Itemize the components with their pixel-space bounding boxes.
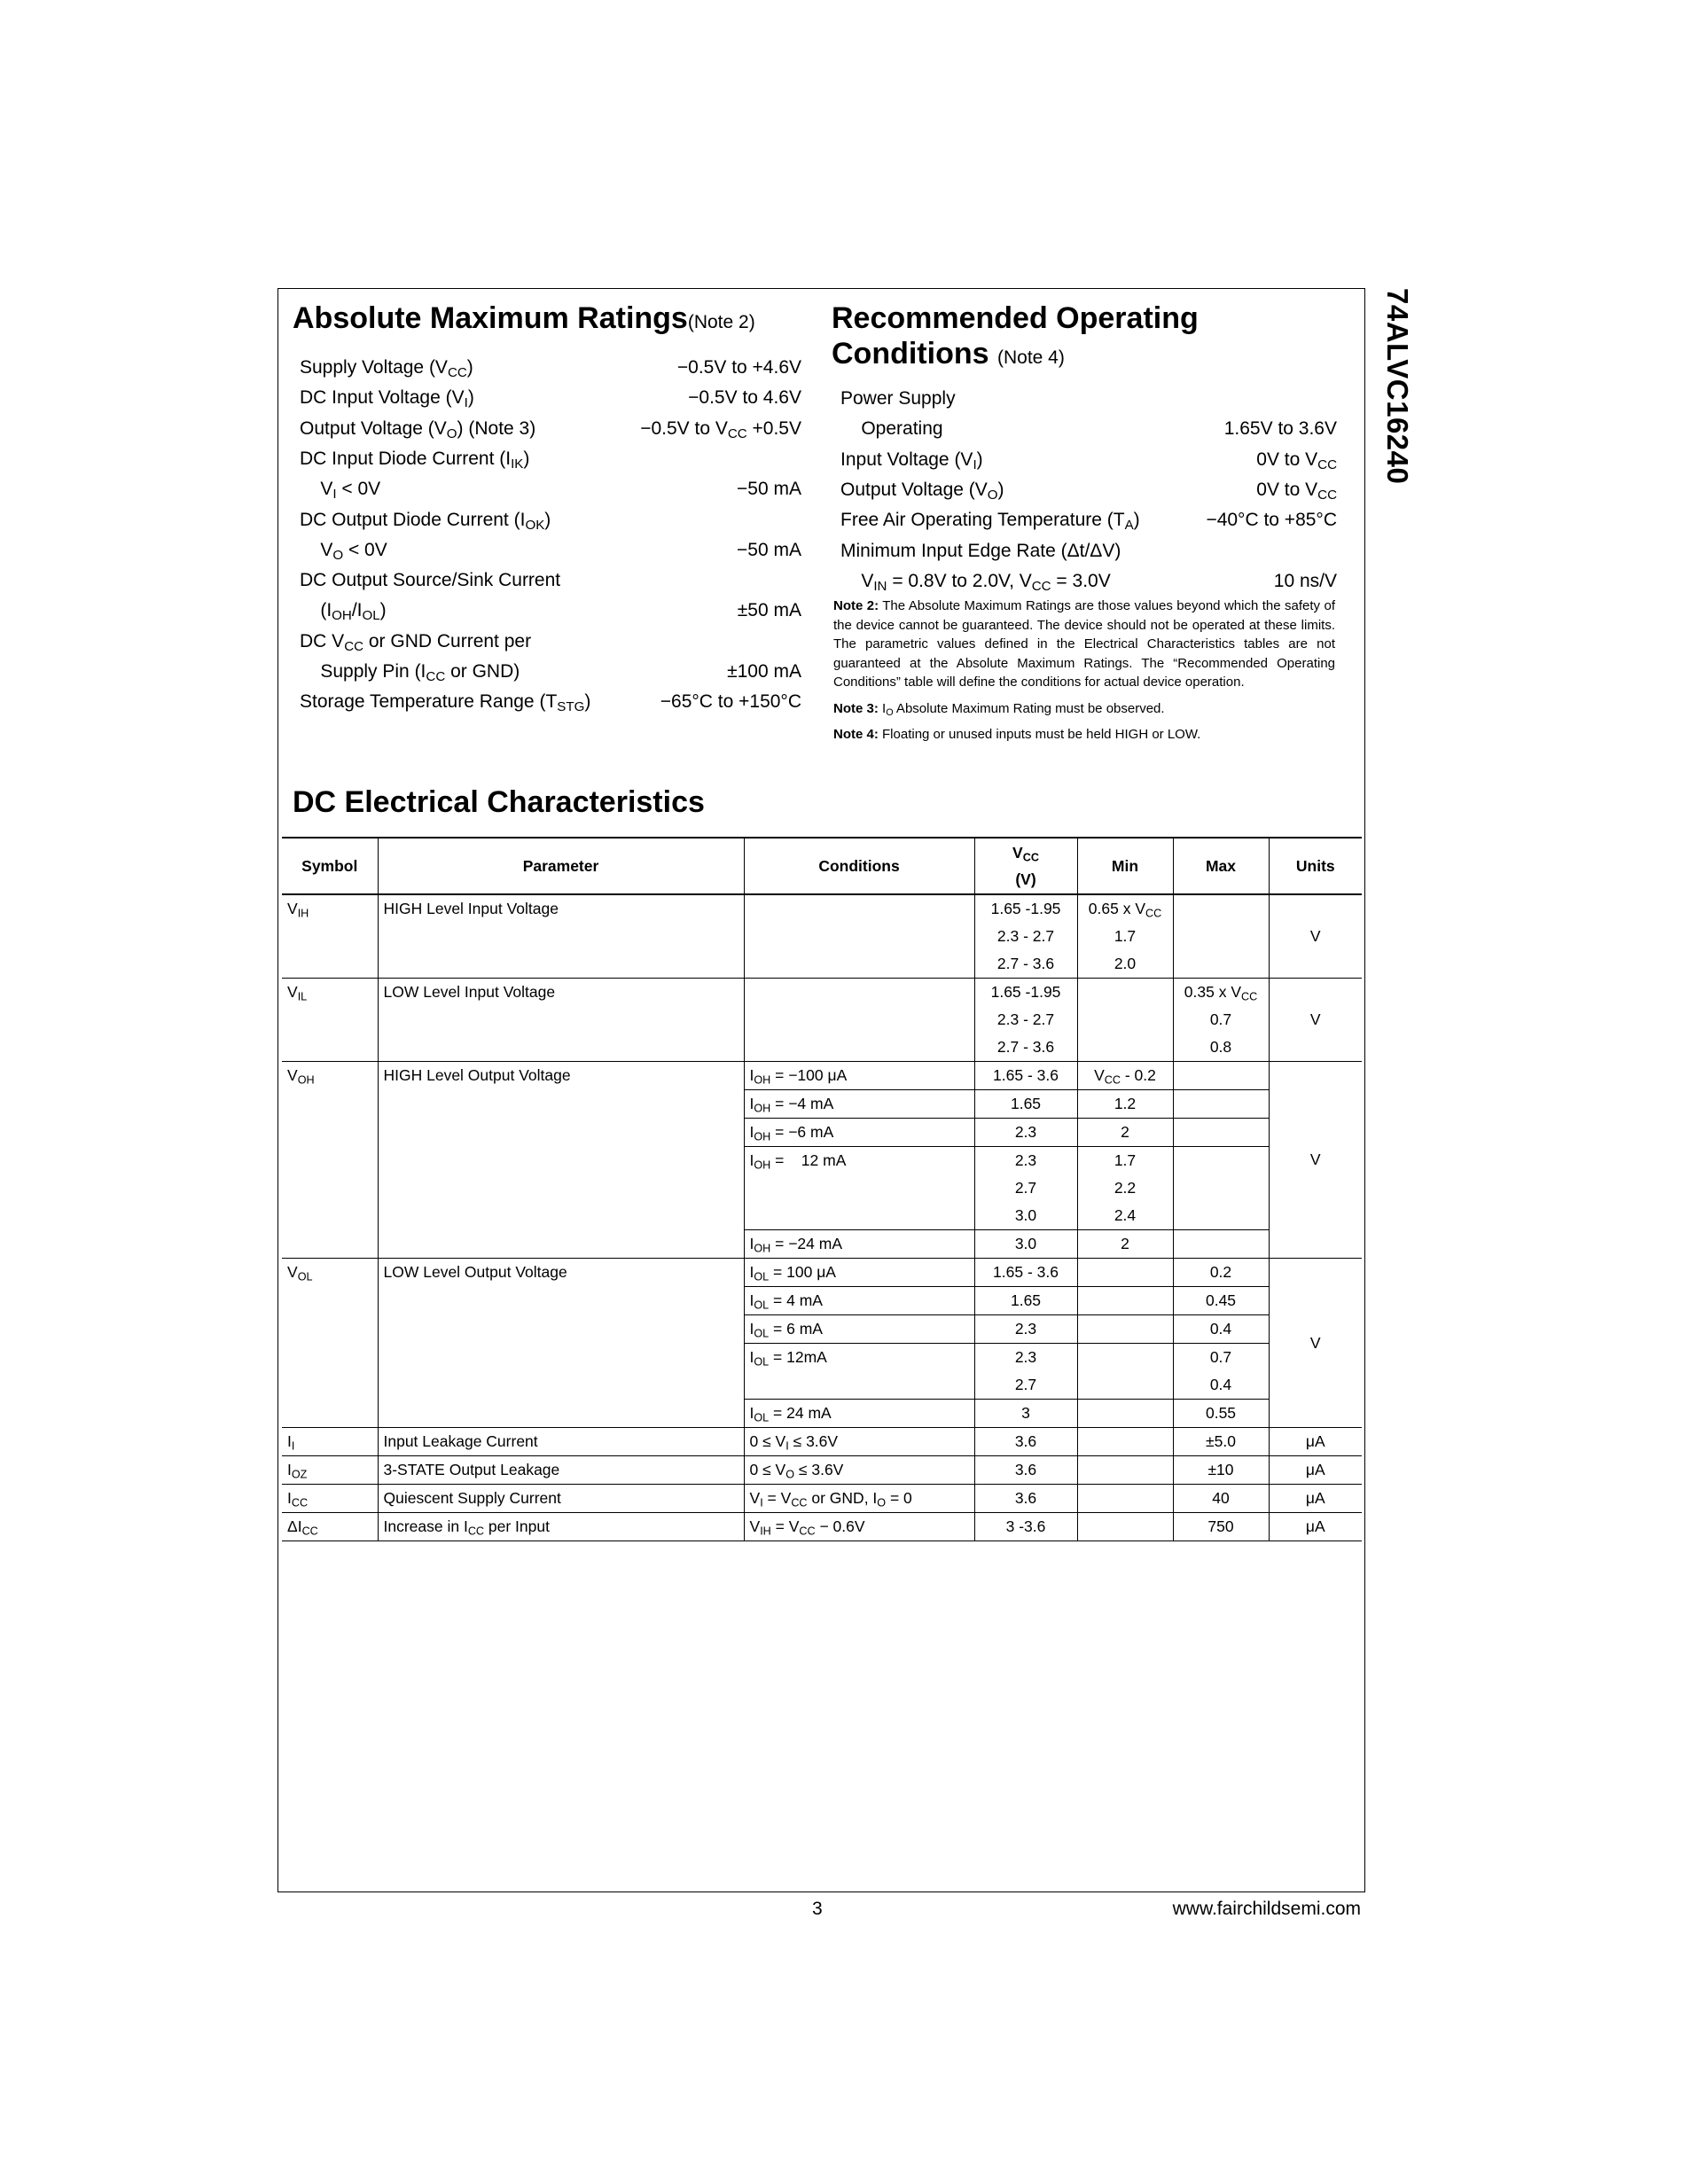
cell-min: 2: [1077, 1119, 1173, 1147]
roc-row: [840, 475, 1337, 505]
cell-units: V: [1269, 894, 1362, 979]
cell-parameter: HIGH Level Output Voltage: [378, 1062, 744, 1259]
amr-row: [300, 566, 801, 596]
cell-vcc: 2.3 2.7: [974, 1344, 1077, 1400]
cell-min: [1077, 1456, 1173, 1485]
table-row: [282, 1062, 1362, 1090]
amr-value: ±50 mA: [737, 600, 801, 621]
cell-max: [1173, 894, 1269, 979]
cell-symbol: $I_{OZ}$: [282, 1456, 378, 1485]
roc-value: 10 ns/V: [1273, 570, 1337, 591]
cell-symbol: $V_{OL}$: [282, 1259, 378, 1428]
cell-conditions: [744, 979, 974, 1062]
roc-value: 0V to $V_{CC}$: [1256, 448, 1337, 472]
cell-min: 2: [1077, 1230, 1173, 1259]
cell-symbol: $I_I$: [282, 1428, 378, 1456]
amr-row: [300, 505, 801, 535]
cell-max: 0.4: [1173, 1315, 1269, 1344]
amr-row: [300, 535, 801, 566]
cell-symbol: $V_{OH}$: [282, 1062, 378, 1259]
cell-min: [1077, 1485, 1173, 1513]
dc-header-row: [282, 838, 1362, 894]
cell-conditions: [744, 894, 974, 979]
amr-value: −50 mA: [737, 479, 801, 500]
amr-value: ±100 mA: [727, 661, 801, 682]
cell-vcc: 2.3: [974, 1119, 1077, 1147]
roc-row: [840, 536, 1337, 566]
cell-max: ±10: [1173, 1456, 1269, 1485]
amr-row: [300, 657, 801, 687]
cell-min: [1077, 1344, 1173, 1400]
roc-label: Output Voltage $(V_O)$: [840, 479, 1004, 503]
cell-max: 0.35 x $V_{CC}$ 0.7 0.8: [1173, 979, 1269, 1062]
col-max: Max: [1173, 838, 1269, 894]
cell-min: [1077, 1513, 1173, 1541]
cell-vcc: 2.3: [974, 1315, 1077, 1344]
cell-vcc: 3: [974, 1400, 1077, 1428]
note: Note 3: $I_O$ Absolute Maximum Rating must be observed.: [833, 700, 1165, 718]
roc-label: Power Supply: [840, 388, 956, 409]
cell-parameter: LOW Level Output Voltage: [378, 1259, 744, 1428]
notes: [833, 597, 1335, 752]
cell-units: μA: [1269, 1428, 1362, 1456]
amr-row: [300, 627, 801, 657]
cell-conditions: $0 \le V_O \le 3.6V$: [744, 1456, 974, 1485]
cell-parameter: Input Leakage Current: [378, 1428, 744, 1456]
amr-label: Supply Voltage $(V_{CC})$: [300, 357, 473, 381]
cell-max: 0.2: [1173, 1259, 1269, 1287]
amr-row: [300, 474, 801, 504]
col-conditions: Conditions: [744, 838, 974, 894]
cell-min: [1077, 1428, 1173, 1456]
roc-row: [840, 505, 1337, 535]
cell-parameter: LOW Level Input Voltage: [378, 979, 744, 1062]
table-row: [282, 1259, 1362, 1287]
cell-units: V: [1269, 1259, 1362, 1428]
amr-row: [300, 444, 801, 474]
cell-conditions: $I_{OH} = -6$ mA: [744, 1119, 974, 1147]
table-row: [282, 1428, 1362, 1456]
roc-value: 1.65V to 3.6V: [1223, 418, 1337, 440]
roc-label: Operating: [840, 418, 943, 440]
cell-vcc: 3.0: [974, 1230, 1077, 1259]
footer-url[interactable]: www.fairchildsemi.com: [1172, 1899, 1361, 1919]
cell-min: [1077, 1287, 1173, 1315]
cell-units: V: [1269, 979, 1362, 1062]
cell-min: 1.2: [1077, 1090, 1173, 1119]
table-row: [282, 1513, 1362, 1541]
cell-max: [1173, 1119, 1269, 1147]
roc-label: $V_{IN} = 0.8V$ to 2.0V, $V_{CC} = 3.0V$: [840, 570, 1111, 595]
amr-value: −0.5V to $V_{CC} +0.5V$: [640, 417, 801, 441]
amr-row: [300, 353, 801, 383]
amr-row: [300, 383, 801, 413]
roc-row: [840, 445, 1337, 475]
cell-min: [1077, 1400, 1173, 1428]
cell-max: 0.55: [1173, 1400, 1269, 1428]
cell-parameter: HIGH Level Input Voltage: [378, 894, 744, 979]
cell-min: $V_{CC} - 0.2$: [1077, 1062, 1173, 1090]
cell-max: 40: [1173, 1485, 1269, 1513]
cell-symbol: $I_{CC}$: [282, 1485, 378, 1513]
amr-label: $V_I < 0V$: [300, 479, 381, 503]
cell-min: [1077, 1315, 1173, 1344]
cell-min: 0.65 x $V_{CC}$ 1.7 2.0: [1077, 894, 1173, 979]
amr-row: [300, 596, 801, 626]
note: Note 2: The Absolute Maximum Ratings are those values beyond which the safety of the device cannot be guaranteed. The device should not be operated at these limits. The parametric values defined in the Electrical Characteristics tables are not guaranteed at the Absolute Maximum Ratings. The “Recommended Operating Conditions” table will define the conditions for actual device operation.: [833, 598, 1335, 690]
amr-row: [300, 414, 801, 444]
amr-heading: Absolute Maximum Ratings(Note 2): [293, 301, 755, 335]
cell-vcc: 2.3 2.7 3.0: [974, 1147, 1077, 1230]
cell-max: 0.45: [1173, 1287, 1269, 1315]
cell-vcc: 1.65: [974, 1090, 1077, 1119]
roc-label: Minimum Input Edge Rate (Δt/ΔV): [840, 540, 1121, 561]
amr-value: −0.5V to 4.6V: [688, 387, 801, 409]
amr-label: $(I_{OH}/I_{OL})$: [300, 600, 387, 624]
cell-max: 750: [1173, 1513, 1269, 1541]
cell-conditions: $I_{OL} = 24$ mA: [744, 1400, 974, 1428]
cell-conditions: $I_{OL} = 4$ mA: [744, 1287, 974, 1315]
roc-value: −40°C to +85°C: [1206, 510, 1337, 531]
roc-label: Free Air Operating Temperature $(T_A)$: [840, 510, 1140, 534]
table-row: [282, 894, 1362, 979]
roc-heading: Recommended Operating Conditions (Note 4): [832, 301, 1199, 370]
cell-parameter: Quiescent Supply Current: [378, 1485, 744, 1513]
cell-max: [1173, 1230, 1269, 1259]
amr-label: $V_O < 0V$: [300, 539, 387, 564]
cell-max: [1173, 1062, 1269, 1090]
amr-label: DC Output Diode Current $(I_{OK})$: [300, 509, 551, 533]
table-row: [282, 979, 1362, 1062]
amr-value: −0.5V to +4.6V: [676, 357, 801, 378]
side-title: 74ALVC16240: [1381, 288, 1414, 485]
cell-symbol: $\Delta I_{CC}$: [282, 1513, 378, 1541]
col-parameter: Parameter: [378, 838, 744, 894]
cell-min: [1077, 979, 1173, 1062]
cell-max: ±5.0: [1173, 1428, 1269, 1456]
cell-conditions: $I_{OH} = -4$ mA: [744, 1090, 974, 1119]
cell-vcc: 1.65 - 3.6: [974, 1259, 1077, 1287]
cell-units: μA: [1269, 1485, 1362, 1513]
cell-conditions: $I_{OH} = -24$ mA: [744, 1230, 974, 1259]
cell-conditions: $I_{OH}$ = 12 mA: [744, 1147, 974, 1230]
table-row: [282, 1485, 1362, 1513]
cell-conditions: $0 \le V_I \le 3.6V$: [744, 1428, 974, 1456]
cell-symbol: $V_{IH}$: [282, 894, 378, 979]
col-symbol: Symbol: [282, 838, 378, 894]
amr-label: DC Input Diode Current $(I_{IK})$: [300, 448, 530, 472]
cell-conditions: $V_{IH} = V_{CC} - 0.6V$: [744, 1513, 974, 1541]
cell-vcc: 1.65 - 3.6: [974, 1062, 1077, 1090]
amr-label: Storage Temperature Range $(T_{STG})$: [300, 691, 591, 715]
cell-conditions: $I_{OL} = 12mA$: [744, 1344, 974, 1400]
cell-vcc: 1.65 -1.95 2.3 - 2.7 2.7 - 3.6: [974, 979, 1077, 1062]
amr-value: −50 mA: [737, 539, 801, 560]
amr-label: Output Voltage $(V_O)$ (Note 3): [300, 417, 536, 441]
cell-vcc: 1.65: [974, 1287, 1077, 1315]
dc-table: [282, 837, 1362, 1541]
cell-vcc: 3.6: [974, 1485, 1077, 1513]
cell-min: [1077, 1259, 1173, 1287]
cell-units: V: [1269, 1062, 1362, 1259]
page-number: 3: [812, 1899, 823, 1919]
amr-value: −65°C to +150°C: [660, 691, 801, 713]
amr-row: [300, 687, 801, 717]
table-row: [282, 1456, 1362, 1485]
col-units: Units: [1269, 838, 1362, 894]
note: Note 4: Floating or unused inputs must be held HIGH or LOW.: [833, 727, 1201, 742]
amr-label: Supply Pin ($I_{CC}$ or GND): [300, 661, 520, 685]
cell-conditions: $V_I = V_{CC}$ or GND, $I_O = 0$: [744, 1485, 974, 1513]
col-vcc: $V_{CC}$ (V): [974, 838, 1077, 894]
cell-conditions: $I_{OL} = 100$ μA: [744, 1259, 974, 1287]
amr-label: DC Output Source/Sink Current: [300, 570, 561, 591]
cell-conditions: $I_{OH} = -100$ μA: [744, 1062, 974, 1090]
dc-heading: DC Electrical Characteristics: [293, 785, 705, 819]
roc-value: 0V to $V_{CC}$: [1256, 479, 1337, 503]
cell-parameter: 3-STATE Output Leakage: [378, 1456, 744, 1485]
amr-label: DC $V_{CC}$ or GND Current per: [300, 630, 532, 654]
roc-row: [840, 414, 1337, 444]
cell-units: μA: [1269, 1456, 1362, 1485]
cell-vcc: 1.65 -1.95 2.3 - 2.7 2.7 - 3.6: [974, 894, 1077, 979]
cell-vcc: 3.6: [974, 1428, 1077, 1456]
roc-label: Input Voltage $(V_I)$: [840, 448, 983, 472]
cell-max: [1173, 1090, 1269, 1119]
col-min: Min: [1077, 838, 1173, 894]
cell-vcc: 3.6: [974, 1456, 1077, 1485]
roc-row: [840, 566, 1337, 597]
cell-max: [1173, 1147, 1269, 1230]
cell-vcc: 3 -3.6: [974, 1513, 1077, 1541]
cell-max: 0.7 0.4: [1173, 1344, 1269, 1400]
cell-parameter: Increase in $I_{CC}$ per Input: [378, 1513, 744, 1541]
cell-min: 1.7 2.2 2.4: [1077, 1147, 1173, 1230]
cell-symbol: $V_{IL}$: [282, 979, 378, 1062]
roc-row: [840, 384, 1337, 414]
amr-label: DC Input Voltage $(V_I)$: [300, 387, 474, 411]
cell-units: μA: [1269, 1513, 1362, 1541]
cell-conditions: $I_{OL} = 6$ mA: [744, 1315, 974, 1344]
